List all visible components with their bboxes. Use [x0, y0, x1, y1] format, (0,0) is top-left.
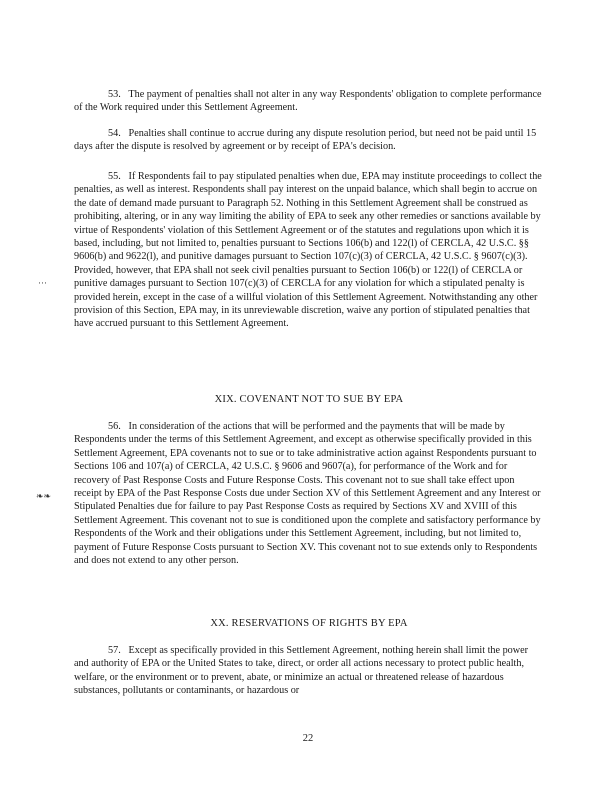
paragraph-number: 56. [108, 421, 121, 432]
paragraph-55 [74, 170, 544, 331]
paragraph-number: 57. [108, 645, 121, 656]
paragraph-text: If Respondents fail to pay stipulated penalties when due, EPA may institute proceedings to collect the penalties, as well as interest. Respondents shall pay interest on the unpaid balance, which shall begin to accrue on the date of demand made pursuant to Paragraph 52. Nothing in this Settlement Agreement shall be construed as prohibiting, altering, or in any way limiting the ability of EPA to seek any other remedies or sanctions available by virtue of Respondents' violation of this Settlement Agreement or of the statutes and regulations upon which it is based, including, but not limited to, penalties pursuant to Sections 106(b) and 122(l) of CERCLA, 42 U.S.C. §§ 9606(b) and 9622(l), and punitive damages pursuant to Section 107(c)(3) of CERCLA, 42 U.S.C. § 9607(c)(3). Provided, however, that EPA shall not seek civil penalties pursuant to Section 106(b) or 122(l) of CERCLA or punitive damages pursuant to Section 107(c)(3) of CERCLA for any violation for which a stipulated penalty is provided herein, except in the case of a willful violation of this Settlement Agreement. Notwithstanding any other provision of this Section, EPA may, in its unreviewable discretion, waive any portion of stipulated penalties that have accrued pursuant to this Settlement Agreement. [74, 171, 542, 330]
paragraph-text: The payment of penalties shall not alter in any way Respondents' obligation to complete performance of the Work required under this Settlement Agreement. [74, 89, 542, 114]
paragraph-text: Except as specifically provided in this Settlement Agreement, nothing herein shall limit the power and authority of EPA or the United States to take, direct, or order all actions necessary to protect public health, welfare, or the environment or to prevent, abate, or minimize an actual or threatened release of hazardous substances, pollutants or contaminants, or hazardous or [74, 645, 529, 697]
paragraph-57 [74, 644, 544, 698]
paragraph-number: 54. [108, 128, 121, 139]
page-number: 22 [302, 733, 314, 744]
paragraph-number: 55. [108, 171, 121, 182]
paragraph-54 [74, 127, 544, 154]
section-heading-covenant: XIX. COVENANT NOT TO SUE BY EPA [214, 394, 404, 405]
paragraph-53 [74, 88, 544, 115]
margin-mark: ❧❧ [36, 491, 52, 501]
paragraph-56 [74, 420, 544, 567]
paragraph-text: Penalties shall continue to accrue during any dispute resolution period, but need not be paid until 15 days after the dispute is resolved by agreement or by receipt of EPA's decision. [74, 128, 537, 153]
margin-mark: ··· [38, 278, 47, 288]
paragraph-text: In consideration of the actions that will be performed and the payments that will be made by Respondents under the terms of this Settlement Agreement, and except as otherwise specifically provided in this Settlement Agreement, EPA covenants not to sue or to take administrative action against Respondents pursuant to Sections 106 and 107(a) of CERCLA, 42 U.S.C. § 9606 and 9607(a), for performance of the Work and for recovery of Past Response Costs and Future Response Costs. This covenant not to sue shall take effect upon receipt by EPA of the Past Response Costs due under Section XV of this Settlement Agreement and any Interest or Stipulated Penalties due for failure to pay Past Response Costs as required by Sections XV and XVIII of this Settlement Agreement. This covenant not to sue is conditioned upon the complete and satisfactory performance by Respondents of the Work and their obligations under this Settlement Agreement, including, but not limited to, payment of Future Response Costs pursuant to Section XV. This covenant not to sue extends only to Respondents and does not extend to any other person. [74, 421, 541, 567]
section-heading-reservations: XX. RESERVATIONS OF RIGHTS BY EPA [210, 618, 408, 629]
paragraph-number: 53. [108, 89, 121, 100]
